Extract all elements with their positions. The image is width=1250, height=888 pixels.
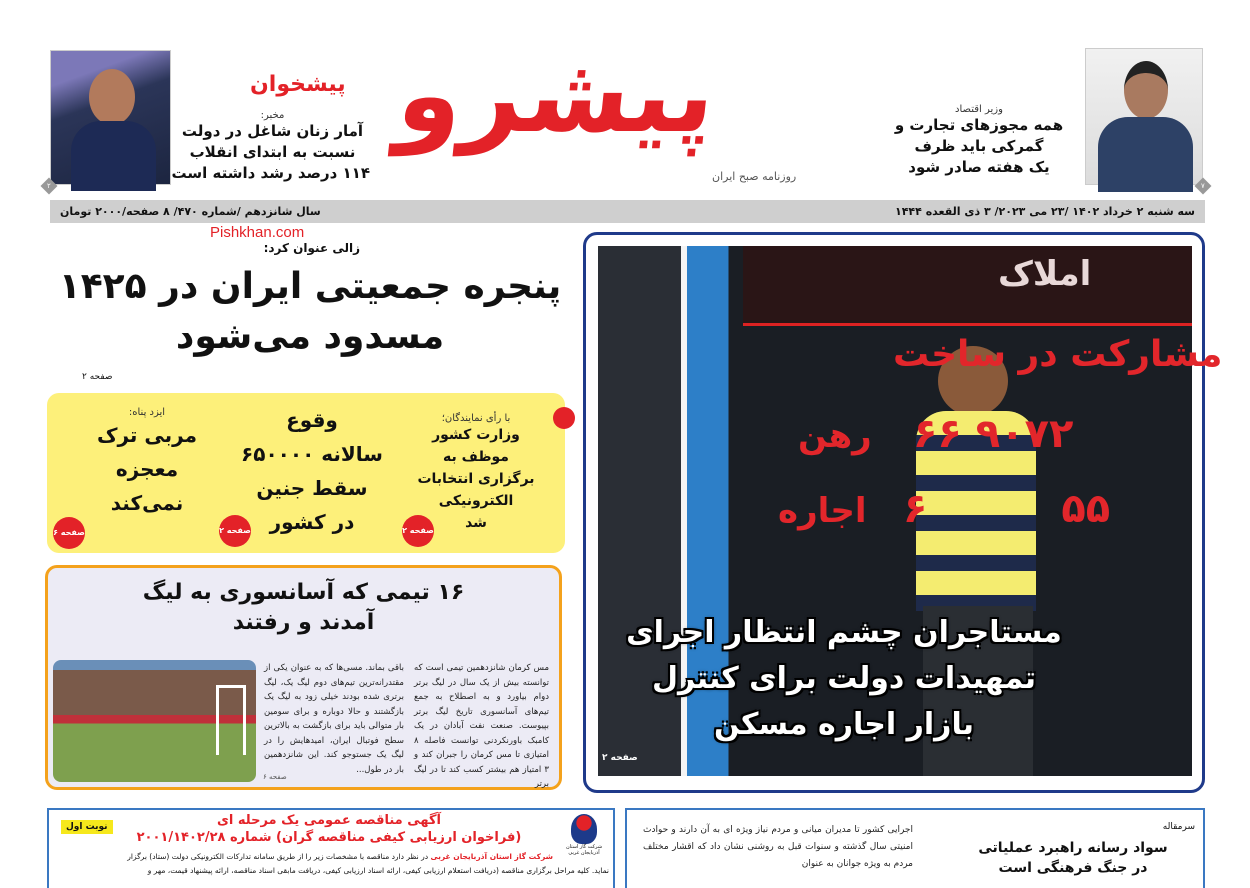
headline-line: وقوع — [286, 408, 338, 432]
tagline: روزنامه صبح ایران — [712, 170, 797, 183]
headline-line: نسبت به ابتدای انقلاب — [189, 143, 356, 161]
page-badge: ۲ — [41, 178, 58, 195]
headline-line: گمرکی باید ظرف — [914, 137, 1044, 155]
ad-title: آگهی مناقصه عمومی یک مرحله ای — [216, 813, 442, 828]
gas-company-logo — [559, 814, 609, 856]
page-ref: صفحه ۶ — [263, 773, 287, 781]
editorial-box[interactable] — [625, 808, 1205, 888]
headline-line: یک هفته صادر شود — [908, 158, 1050, 176]
photo-sign-text: رهن — [798, 416, 872, 456]
ad-subtitle: (فراخوان ارزیابی کیفی مناقصه گران) شماره ۲۰۰۱/۱۴۰۲/۲۸ — [136, 830, 522, 845]
headline-line: مربی ترک — [97, 423, 197, 447]
headline-line: آمار زنان شاغل در دولت — [181, 122, 364, 140]
headline-line: در جنگ فرهنگی است — [998, 860, 1148, 876]
headline-line: سالانه ۶۵۰۰۰۰ — [241, 442, 383, 466]
photo-sign-text: اجاره — [778, 491, 867, 531]
page-button[interactable]: صفحه ۶ — [53, 517, 85, 549]
photo-sign-text: املاک — [998, 254, 1092, 294]
main-story-frame[interactable] — [583, 232, 1223, 793]
flame-icon — [571, 814, 597, 844]
watermark: Pishkhan.com — [210, 224, 305, 241]
lead-story[interactable] — [40, 262, 580, 362]
page-ref: صفحه ۲ — [82, 372, 113, 382]
headline-line: ۱۱۴ درصد رشد داشته است — [171, 164, 370, 182]
headline-line: ۱۶ تیمی که آسانسوری به لیگ — [142, 580, 465, 605]
issue-info: سال شانزدهم /شماره ۴۷۰/ ۸ صفحه/۲۰۰۰ تومان — [60, 205, 321, 218]
headline-line: آمدند و رفتند — [232, 610, 375, 635]
headline-line: شد — [465, 515, 487, 531]
headline-line: وزارت کشور — [432, 427, 520, 443]
headline-line: الکترونیکی — [438, 493, 514, 509]
official-photo-right — [1085, 48, 1203, 185]
official-photo-left — [50, 50, 171, 185]
editorial-headline — [963, 838, 1183, 878]
ad-badge: نوبت اول — [61, 820, 113, 834]
lead-kicker: زالی عنوان کرد: — [263, 241, 360, 255]
headline-line: پنجره جمعیتی ایران در ۱۴۲۵ — [58, 266, 562, 307]
yellow-story[interactable] — [227, 403, 397, 539]
watermark-logo: پیشخوان — [250, 72, 346, 97]
kicker: وزیر اقتصاد — [955, 104, 1003, 115]
ad-body: نماید. کلیه مراحل برگزاری مناقصه (دریافت استعلام ارزیابی کیفی، ارائه اسناد ارزیابی کیفی، دریافت مابقی اسناد مناقصه، ارائه پیشنهاد قیمت، مهر و — [147, 866, 609, 875]
article-column: مس کرمان شانزدهمین تیمی است که توانسته بیش از یک سال در لیگ برتر دوام بیاورد و به اصطلاح به جمع تیم‌های آسانسوری تاریخ لیگ برتر بپیوست. صنعت نفت آبادان در یک کامبک باورنکردنی توانست فاصله ۸ امتیازی تا مس کرمان را جبران کند و ۳ امتیاز هم بیشتر کسب کند تا در لیگ برتر — [414, 663, 549, 789]
headline-line: بازار اجاره مسکن — [714, 707, 974, 742]
sports-headline[interactable] — [48, 578, 559, 638]
headline-line: تمهیدات دولت برای کنترل — [652, 661, 1036, 696]
headline-line: سواد رسانه راهبرد عملیاتی — [978, 840, 1168, 856]
top-left-story[interactable] — [171, 110, 370, 184]
page-button[interactable]: صفحه ۲ — [219, 515, 251, 547]
ad-company: شرکت گاز استان آذربایجان غربی — [430, 852, 553, 861]
main-headline — [594, 610, 1094, 748]
kicker: با رأی نمایندگان؛ — [441, 413, 511, 424]
kicker: ایزد پناه: — [128, 407, 166, 418]
issue-date: سه شنبه ۲ خرداد ۱۴۰۲ /۲۳ می ۲۰۲۳/ ۳ ذی القعده ۱۴۴۴ — [895, 205, 1195, 218]
yellow-story[interactable] — [77, 407, 217, 520]
headline-line: مستاجران چشم انتظار اجرای — [626, 615, 1062, 650]
editorial-kicker: سرمقاله — [1162, 822, 1195, 832]
page-badge: ۷ — [1195, 178, 1212, 195]
photo-sign-text: ۶ ۵۵ — [903, 486, 1111, 532]
article-column: باقی بماند. مسی‌ها که به عنوان یکی از مقتدرانه‌ترین تیم‌های دوم لیگ یک، لیگ برتری شده بودند خیلی زود به لیگ یک بازگشتند و حالا دوباره و برای سومین بار متوالی باید برای بازگشت به بالاترین سطح فوتبال ایران، امیدهایش را در لیگ یک جستوجو کند. این شانزدهمین بار در طول... — [264, 663, 404, 775]
logo-caption: شرکت گاز استان آذربایجان غربی — [565, 844, 603, 856]
top-right-story[interactable] — [875, 104, 1083, 178]
date-bar — [50, 200, 1205, 223]
photo-sign-text: مشارکت در ساخت — [893, 334, 1223, 375]
ad-body: در نظر دارد مناقصه با مشخصات زیر را از طریق سامانه تدارکات الکترونیکی دولت (ستاد) برگزار — [127, 852, 429, 861]
headline-line: در کشور — [269, 510, 355, 534]
headline-line: مسدود می‌شود — [175, 316, 445, 357]
yellow-news-box — [47, 393, 565, 553]
headline-line: معجزه — [115, 457, 179, 481]
headline-line: سقط جنین — [256, 476, 368, 500]
page-ref: صفحه ۲ — [602, 753, 638, 763]
red-dot-icon — [553, 407, 575, 429]
photo-sign-text: ۶۶ ۹۰۷۲ — [913, 411, 1074, 457]
headline-line: موظف به — [443, 449, 509, 465]
page-button[interactable]: صفحه ۲ — [402, 515, 434, 547]
editorial-body: اجرایی کشور تا مدیران میانی و مردم نیاز ویژه ای به آن دارند و حوادث امنیتی سال گذشته و سنوات قبل به روشنی نشان داد که اقشار مختلف مردم به ویژه جوانان به عنوان — [643, 825, 913, 869]
headline-line: همه مجوزهای تجارت و — [894, 116, 1064, 134]
headline-line: نمی‌کند — [110, 491, 184, 515]
kicker: مخبر: — [260, 110, 285, 121]
sports-box — [45, 565, 562, 790]
newspaper-logo[interactable]: پیشرو — [392, 34, 722, 156]
tender-ad[interactable] — [47, 808, 615, 888]
headline-line: برگزاری انتخابات — [417, 471, 535, 487]
football-photo — [53, 660, 256, 782]
